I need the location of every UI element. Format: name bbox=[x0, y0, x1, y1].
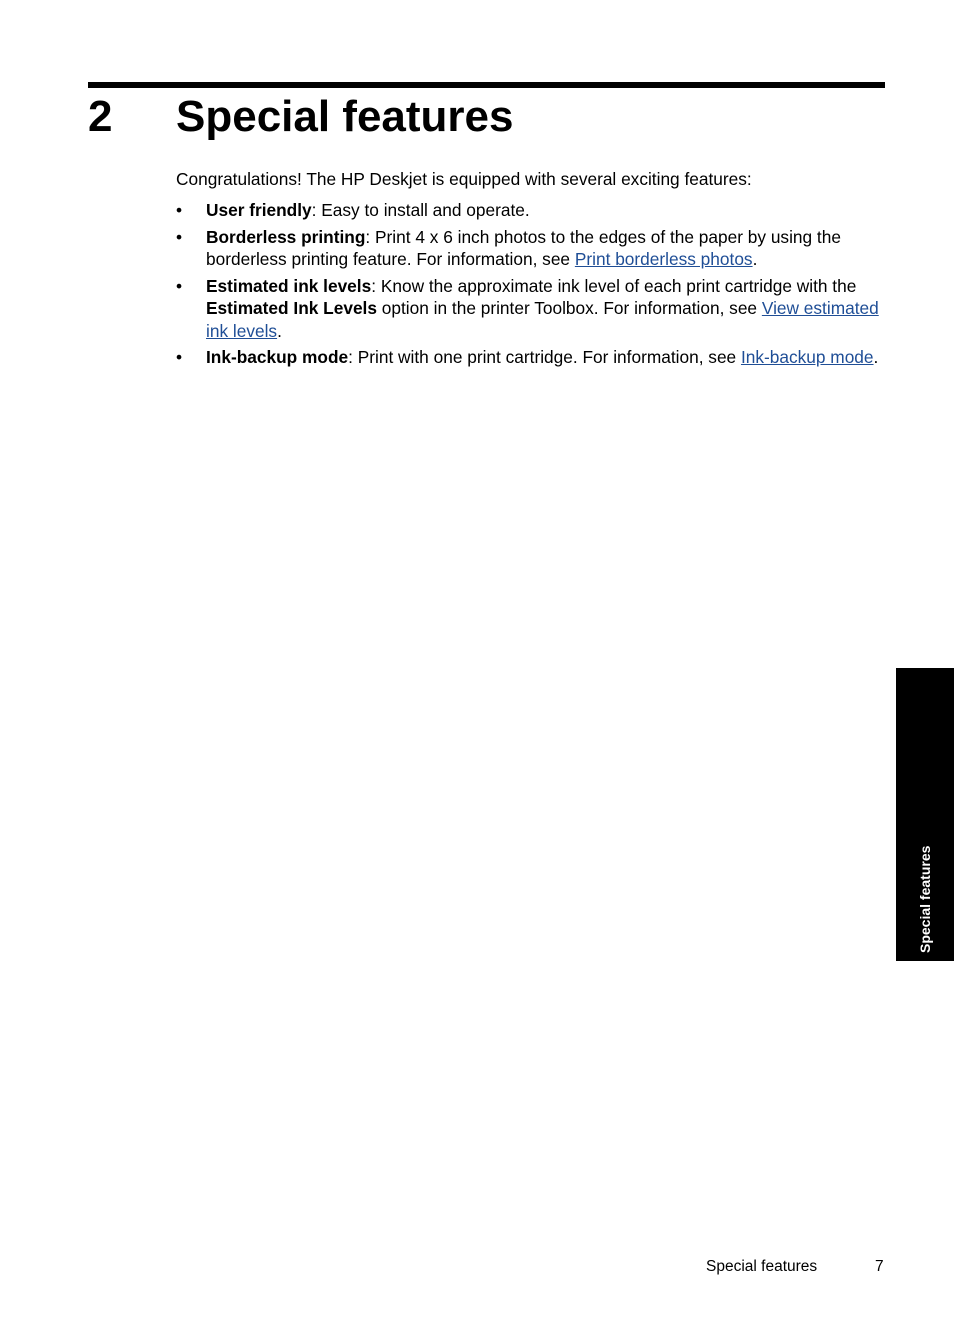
feature-text-2: option in the printer Toolbox. For information, see bbox=[376, 298, 762, 318]
feature-list bbox=[176, 199, 888, 373]
bullet-icon: • bbox=[176, 226, 183, 247]
feature-inline-bold: Estimated Ink Levels bbox=[206, 298, 377, 318]
bullet-icon: • bbox=[176, 347, 183, 367]
feature-item-borderless-printing bbox=[176, 226, 888, 271]
feature-term: Borderless printing bbox=[206, 226, 366, 247]
feature-term: Estimated ink levels bbox=[206, 275, 372, 296]
feature-text-end: . bbox=[752, 249, 758, 269]
feature-text: : Print with one print cartridge. For information, see bbox=[348, 347, 741, 367]
link-ink-backup-mode[interactable]: Ink-backup mode bbox=[740, 347, 874, 367]
feature-text-end: . bbox=[873, 347, 879, 367]
chapter-title: Special features bbox=[176, 92, 514, 141]
feature-text: : Know the approximate ink level of each print cartridge with the bbox=[371, 275, 857, 296]
feature-term: Ink-backup mode bbox=[206, 347, 349, 367]
link-view-estimated-ink-levels[interactable]: View estimated ink levels bbox=[206, 298, 879, 341]
feature-text: : Easy to install and operate. bbox=[311, 200, 530, 220]
feature-item-user-friendly bbox=[176, 199, 888, 222]
bullet-icon: • bbox=[176, 275, 183, 296]
chapter-top-rule bbox=[88, 82, 885, 88]
feature-item-estimated-ink-levels bbox=[176, 275, 888, 343]
feature-item-ink-backup-mode bbox=[176, 346, 888, 369]
footer-section-title: Special features bbox=[706, 1258, 818, 1275]
feature-term: User friendly bbox=[206, 200, 312, 220]
footer-page-number: 7 bbox=[875, 1258, 884, 1275]
intro-paragraph: Congratulations! The HP Deskjet is equipped with several exciting features: bbox=[176, 169, 752, 189]
link-print-borderless-photos[interactable]: Print borderless photos bbox=[574, 249, 753, 269]
feature-text: : Print 4 x 6 inch photos to the edges of the paper by using the borderless printing feature. For information, see bbox=[206, 226, 841, 269]
side-tab-label: Special features bbox=[917, 845, 933, 953]
chapter-number: 2 bbox=[88, 92, 113, 141]
feature-text-end: . bbox=[277, 320, 282, 341]
chapter-side-tab bbox=[896, 668, 954, 961]
bullet-icon: • bbox=[176, 200, 183, 220]
